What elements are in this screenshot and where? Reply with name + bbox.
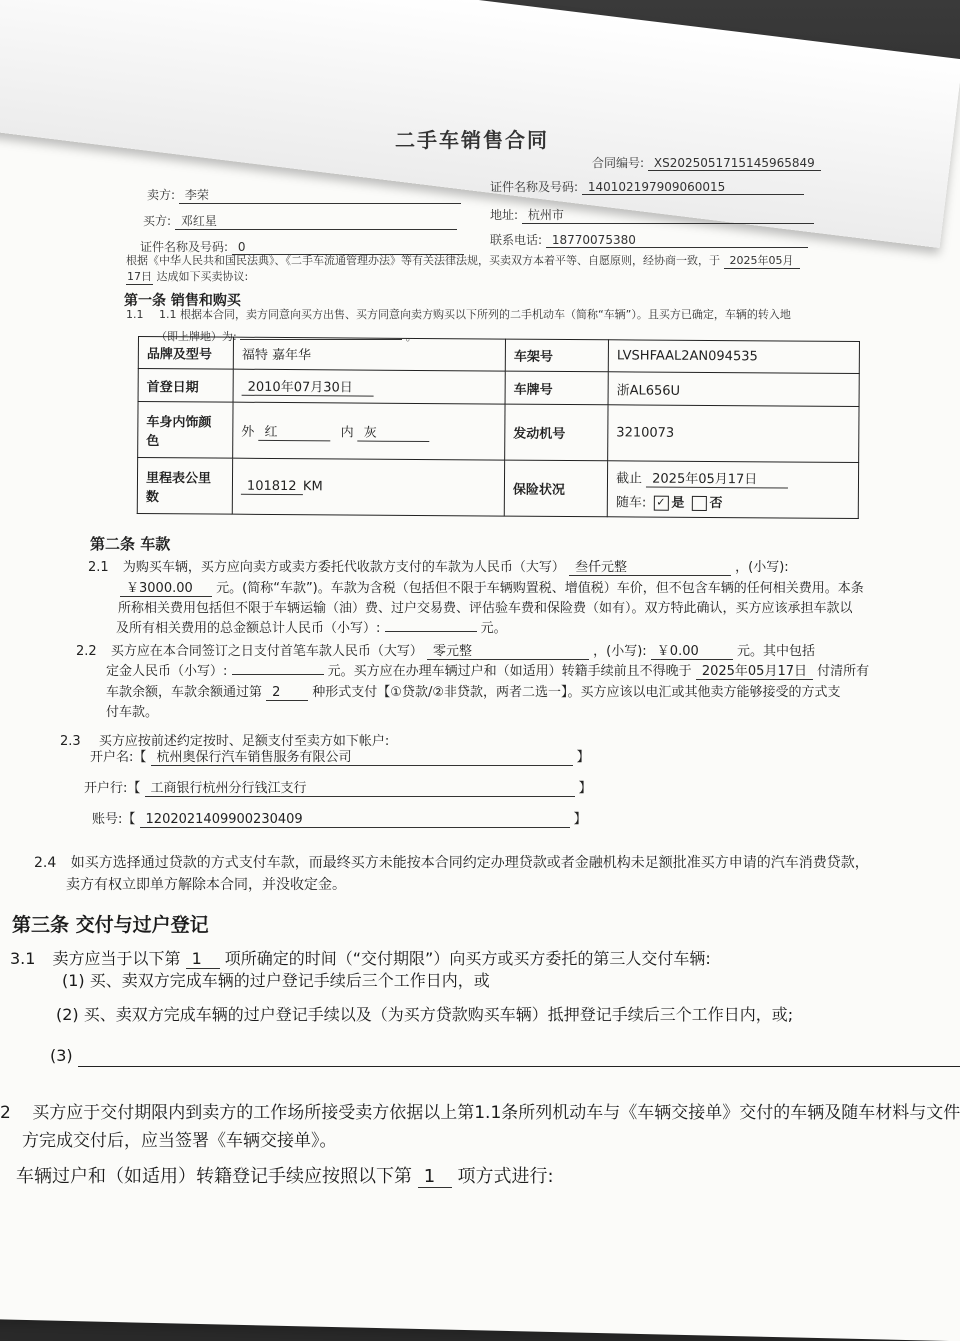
clause-2-2-line3 [106,681,841,701]
delivery-choice: 1 [186,949,220,969]
contract-no-label: 合同编号: [592,156,645,170]
account-name-label: 开户名:【 [90,750,147,765]
vin-label: 车架号 [505,339,608,372]
mileage-cell [232,458,504,516]
preamble-line-2 [126,268,248,285]
clause-2-3-no: 2.3 [60,734,81,749]
contract-no: XS202505171514596584​9 [648,156,821,171]
clause-2-4-line2: 卖方有权立即单方解除本合同，并没收定金。 [66,877,346,893]
clause-3-1-no: 3.1 [10,949,36,968]
clause-2-4-no: 2.4 [34,855,57,871]
buyer-row [143,212,457,230]
buyer-id-label: 证件名称及号码: [140,240,229,254]
delivery-option-1: (1) 买、卖双方完成车辆的过户登记手续后三个工作日内，或 [62,971,490,990]
mileage-label-1: 里程表公里 [145,470,212,487]
preamble-text-2: 达成如下买卖协议: [156,270,249,283]
clause-3-1-line1 [10,946,711,969]
clause-3-2-line1 [0,1098,960,1123]
seller-row [147,186,461,204]
phone-row [490,231,808,248]
clause-2-3-text: 买方应按前述约定按时、足额支付至卖方如下帐户: [98,734,390,749]
seller-id: 140102197909060015 [582,180,804,195]
bank-name: 工商银行杭州分行钱江支行 [145,777,575,797]
interior-label: 内 [340,424,354,441]
buyer-name: 邓红星 [175,212,457,230]
mileage-label-2: 数 [145,489,159,505]
clause-2-2-text-a: 买方应在本合同签订之日支付首笔车款人民币（大写） [110,644,423,659]
clause-3-1-text-b: 项所确定的时间（“交付期限”）向买方或买方委托的第三人交付车辆: [224,949,711,968]
plate-value: 浙AL656U [608,372,859,407]
clause-2-2-text-b: 元。其中包括 [736,644,815,659]
plate-label: 车牌号 [505,371,608,405]
clause-2-4-text-a: 如买方选择通过贷款的方式支付车款，而最终买方未能按本合同约定办理贷款或者金融机构未足额批准买方申请的汽车消费贷款， [70,855,869,871]
reg-date-label: 首登日期 [138,369,233,403]
clause-2-1-text-b: 元。(简称“车款”)。车款为含税（包括但不限于车辆购置税、增值税）车价，但不包含车辆的任何相关费用。本条 [216,581,864,596]
address-value: 杭州市 [522,206,814,224]
clause-3-2-line2: 方完成交付后，应当签署《车辆交接单》。 [22,1131,337,1151]
clause-3-2-no: 2 [0,1103,11,1123]
payment-method: 2 [266,685,308,701]
preamble-line-1 [126,252,800,269]
interior-value: 灰 [358,421,430,442]
price-amount: ￥3000.00 [120,577,212,597]
article3-heading: 第三条 交付与过户登记 [12,914,209,936]
insurance-until-row [616,467,850,489]
clause-2-1-text-d: 及所有相关费用的总金额总计人民币（小写）: [116,621,381,636]
option-3-blank [78,1066,960,1067]
transfer-choice: 1 [418,1166,452,1188]
clause-1-1-end: 。 [405,330,417,343]
color-cell [233,402,505,460]
address-label: 地址: [490,208,519,222]
clause-2-4-line1 [34,852,869,872]
article1-heading: 第一条 销售和购买 [124,293,241,309]
color-label-1: 车身内饰颜 [146,414,212,431]
insurance-cell [607,461,858,519]
reg-date-cell [233,369,505,404]
clause-3-1-text-a: 卖方应当于以下第 [52,949,181,968]
mileage-value: 101812 [241,478,303,494]
payment-deadline: 2025年05月17日 [696,660,813,680]
preamble-date: 2025年05月 [724,252,800,269]
color-label-2: 色 [146,433,160,449]
seller-id-row [490,178,804,195]
checkbox-yes-checked-icon[interactable]: ✓ [653,496,668,511]
clause-2-2-no: 2.2 [76,644,97,659]
clause-2-2-text-f: 车款余额，车款余额通过第 [106,685,263,700]
brand-label: 品牌及型号 [138,337,233,370]
first-payment-cn: 零元整 [427,640,589,660]
exterior-label: 外 [241,424,255,440]
preamble-text: 根据《中华人民共和国民法典》、《二手车流通管理办法》等有关法律法规，买卖双方本着平等、自愿原则，经协商一致，于 [126,254,720,267]
clause-2-1-line2 [120,577,864,597]
account-no-label: 账号:【 [92,812,136,827]
clause-2-2-text-e: 付清所有 [817,664,870,679]
phone-label: 联系电话: [490,233,543,247]
bracket-close: 】 [576,750,590,765]
color-label [138,402,233,459]
clause-2-2-line1 [76,640,815,660]
deposit-blank [232,674,324,675]
bracket-close: 】 [573,812,587,827]
clause-3-2-text-a: 买方应于交付期限内到卖方的工作场所接受卖方依据以上第1.1条所列机动车与《车辆交接单》交付的车辆及随车材料与文件 [32,1103,960,1123]
yes-label: 是 [671,495,685,511]
clause-3-3-text-b: 项方式进行: [457,1166,554,1187]
bank-row [84,777,592,797]
bracket-close: 】 [578,781,592,796]
contract-no-row [592,154,821,171]
price-cn: 叁仟元整 [569,556,731,576]
clause-2-2-line4: 付车款。 [106,705,159,720]
buyer-id: 0 [232,240,464,255]
seller-name: 李荣 [179,186,461,204]
clause-2-2-text-g: 种形式支付【①贷款/②非贷款，两者二选一】。买方应该以电汇或其他卖方能够接受的方式支 [312,685,841,700]
checkbox-no-icon[interactable] [691,496,706,511]
price-small-label: ，(小写): [735,560,789,575]
exterior-value: 红 [258,420,330,441]
table-row [138,402,859,463]
seller-label: 卖方: [147,188,176,202]
clause-2-2-text-d: 元。买方应在办理车辆过户和（如适用）转籍手续前且不得晚于 [327,664,692,679]
first-payment-amount: ￥0.00 [651,640,733,660]
clause-1-1-no: 1.1 [126,308,144,321]
clause-2-1-no: 2.1 [88,560,109,575]
vehicle-table [137,336,860,519]
account-name-row [90,746,590,766]
address-row [490,206,814,224]
total-amount-blank [385,631,477,632]
engine-label: 发动机号 [505,404,608,461]
vin-value: LVSHFAAL2AN094535 [608,340,859,374]
delivery-option-2: (2) 买、卖双方完成车辆的过户登记手续以及（为买方贷款购买车辆）抵押登记手续后三个工作日内，或; [56,1005,794,1024]
seller-id-label: 证件名称及号码: [490,180,579,194]
clause-2-1-text-a: 为购买车辆，买方应向卖方或卖方委托代收款方支付的车款为人民币（大写） [122,560,565,575]
insurance-label: 保险状况 [504,460,607,517]
mileage-label [137,458,232,515]
article2-heading: 第二条 车款 [90,535,171,553]
with-car-label: 随车: [615,495,647,511]
contract-title: 二手车销售合同 [395,128,549,152]
brand-value: 福特 嘉年华 [233,337,505,371]
insurance-until-value: 2025年05月17日 [646,468,788,489]
clause-3-3-text-a: 车辆过户和（如适用）转籍登记手续应按照以下第 [16,1166,412,1187]
first-payment-small-label: ，(小写): [593,644,647,659]
clause-2-2-text-c: 定金人民币（小写）: [106,664,228,679]
with-car-row [616,491,850,512]
clause-2-1-line3: 所称相关费用包括但不限于车辆运输（油）费、过户交易费、评估验车费和保险费（如有）。双方特此确认，买方应该承担车款以 [118,601,853,616]
clause-1-1-text-2: （即上牌地）为: [156,330,237,343]
clause-3-3-line [16,1162,554,1188]
clause-2-1-line4 [116,617,507,636]
buyer-label: 买方: [143,214,172,228]
no-label: 否 [709,495,723,512]
delivery-option-3: (3) [50,1046,73,1065]
account-name: 杭州奥保行汽车销售服务有限公司 [151,746,573,766]
preamble-day: 17日 [127,270,152,283]
engine-value: 3210073 [608,405,859,463]
clause-1-1-text: 1.1 根据本合同，卖方同意向买方出售、买方同意向卖方购买以下所列的二手机动车（简称“车辆”）。且买方已确定，车辆的转入地 [159,308,791,321]
table-row [137,458,858,519]
clause-2-1-text-e: 元。 [480,621,507,636]
account-no: 1202021409900230409 [140,812,570,828]
reg-date-value: 2010年07月30日 [242,376,374,397]
table-row [138,369,859,407]
mileage-unit: KM [302,478,323,494]
phone-value: 18770075380 [546,233,808,248]
table-row [138,337,859,374]
article1-clause [126,306,791,322]
bank-label: 开户行:【 [84,781,141,796]
clause-2-2-line2 [106,660,869,680]
clause-2-1-line1 [88,556,789,576]
insurance-until-label: 截止 [615,471,643,487]
account-no-row [92,808,587,828]
